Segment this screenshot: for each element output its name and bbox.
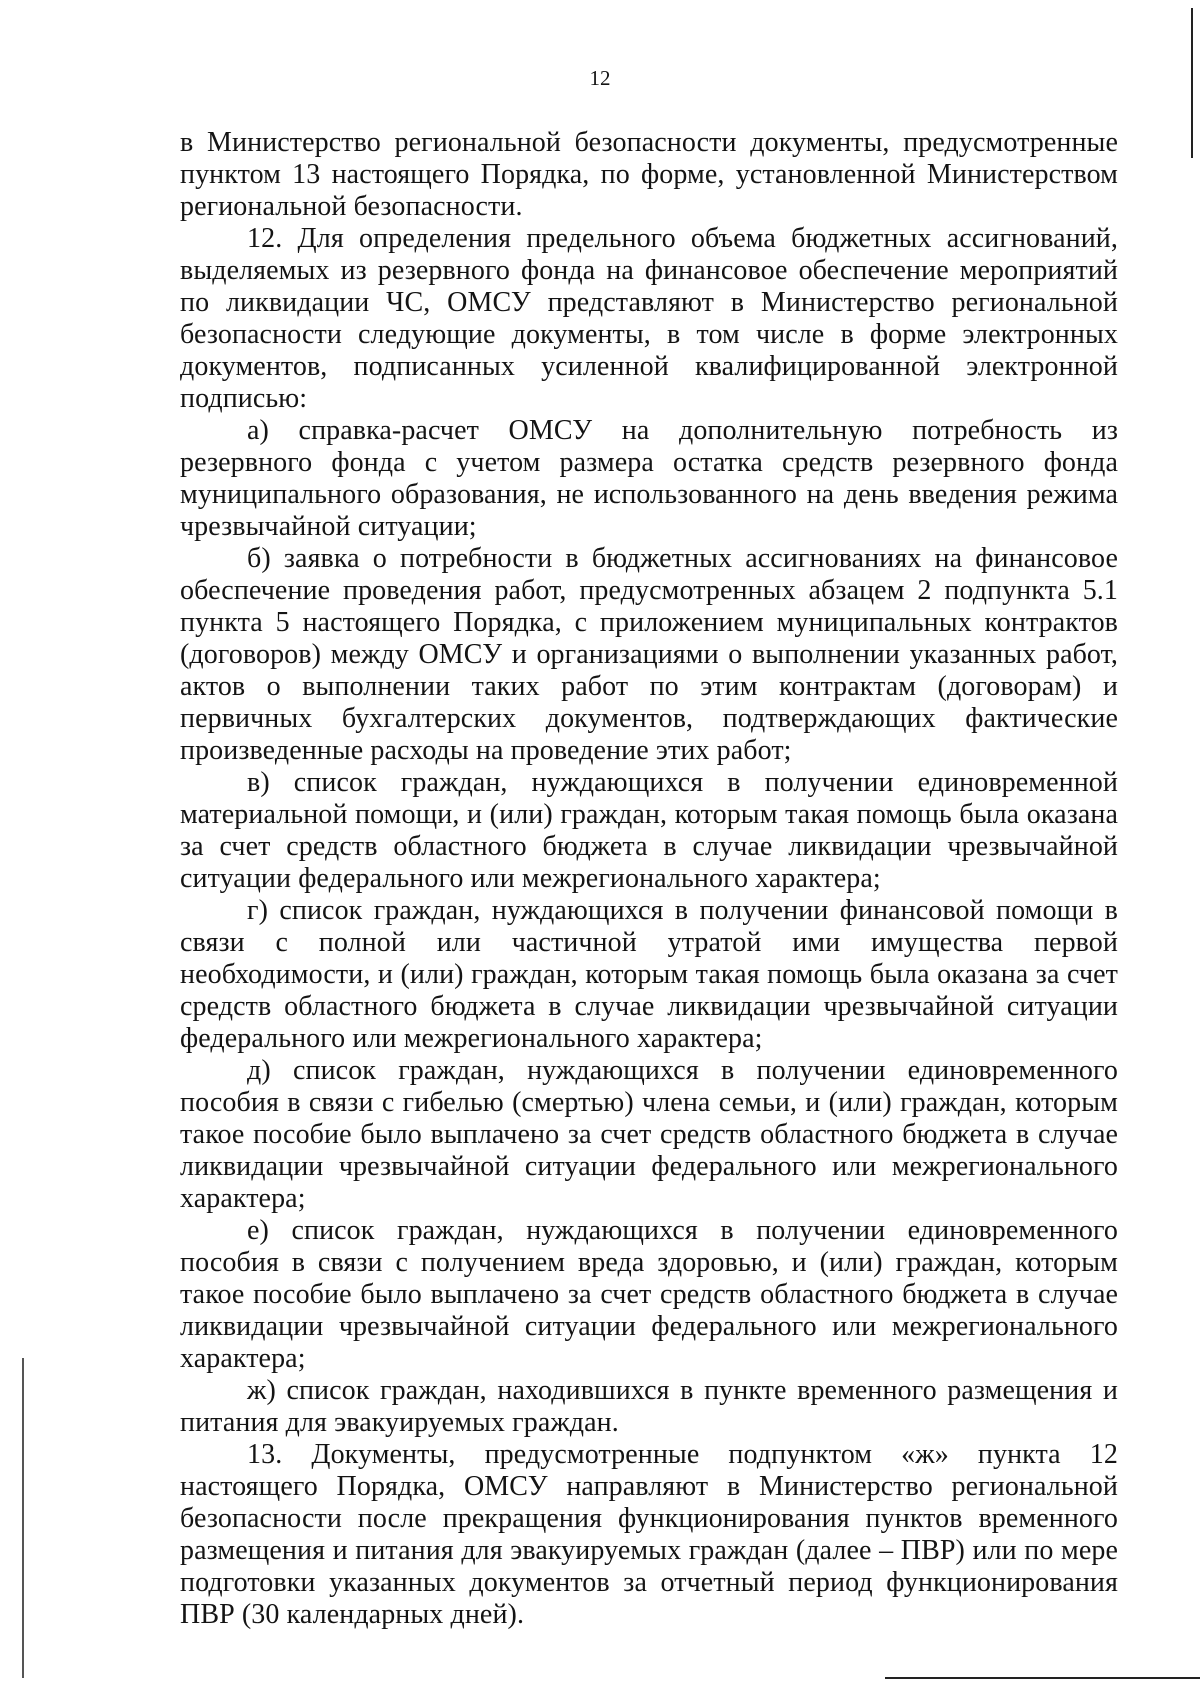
- paragraph: е) список граждан, нуждающихся в получении единовременного пособия в связи с получением вреда здоровью, и (или) граждан, которым такое пособие было выплачено за счет средств областного бюджета в случае ликвидации чрезвычайной ситуации федерального или межрегионального характера;: [180, 1215, 1118, 1374]
- scan-edge-line: [885, 1677, 1200, 1679]
- paragraph: в) список граждан, нуждающихся в получении единовременной материальной помощи, и (или) граждан, которым такая помощь была оказана за счет средств областного бюджета в случае ликвидации чрезвычайной ситуации федерального или межрегионального характера;: [180, 767, 1118, 894]
- document-body: [180, 127, 1118, 1631]
- paragraph: 12. Для определения предельного объема бюджетных ассигнований, выделяемых из резервного фонда на финансовое обеспечение мероприятий по ликвидации ЧС, ОМСУ представляют в Министерство региональной безопасности следующие документы, в том числе в форме электронных документов, подписанных усиленной квалифицированной электронной подписью:: [180, 223, 1118, 414]
- paragraph: ж) список граждан, находившихся в пункте временного размещения и питания для эвакуируемых граждан.: [180, 1375, 1118, 1438]
- paragraph: а) справка-расчет ОМСУ на дополнительную потребность из резервного фонда с учетом размера остатка средств резервного фонда муниципального образования, не использованного на день введения режима чрезвычайной ситуации;: [180, 415, 1118, 542]
- paragraph: г) список граждан, нуждающихся в получении финансовой помощи в связи с полной или частичной утратой ими имущества первой необходимости, и (или) граждан, которым такая помощь была оказана за счет средств областного бюджета в случае ликвидации чрезвычайной ситуации федерального или межрегионального характера;: [180, 895, 1118, 1054]
- page-number: 12: [589, 66, 611, 90]
- paragraph: б) заявка о потребности в бюджетных ассигнованиях на финансовое обеспечение проведения работ, предусмотренных абзацем 2 подпункта 5.1 пункта 5 настоящего Порядка, с приложением муниципальных контрактов (договоров) между ОМСУ и организациями о выполнении указанных работ, актов о выполнении таких работ по этим контрактам (договорам) и первичных бухгалтерских документов, подтверждающих фактические произведенные расходы на проведение этих работ;: [180, 543, 1118, 766]
- scan-edge-line: [22, 1358, 24, 1678]
- paragraph: 13. Документы, предусмотренные подпунктом «ж» пункта 12 настоящего Порядка, ОМСУ направляют в Министерство региональной безопасности после прекращения функционирования пунктов временного размещения и питания для эвакуируемых граждан (далее – ПВР) или по мере подготовки указанных документов за отчетный период функционирования ПВР (30 календарных дней).: [180, 1439, 1118, 1630]
- paragraph: д) список граждан, нуждающихся в получении единовременного пособия в связи с гибелью (смертью) члена семьи, и (или) граждан, которым такое пособие было выплачено за счет средств областного бюджета в случае ликвидации чрезвычайной ситуации федерального или межрегионального характера;: [180, 1055, 1118, 1214]
- paragraph: в Министерство региональной безопасности документы, предусмотренные пунктом 13 настоящего Порядка, по форме, установленной Министерством региональной безопасности.: [180, 127, 1118, 222]
